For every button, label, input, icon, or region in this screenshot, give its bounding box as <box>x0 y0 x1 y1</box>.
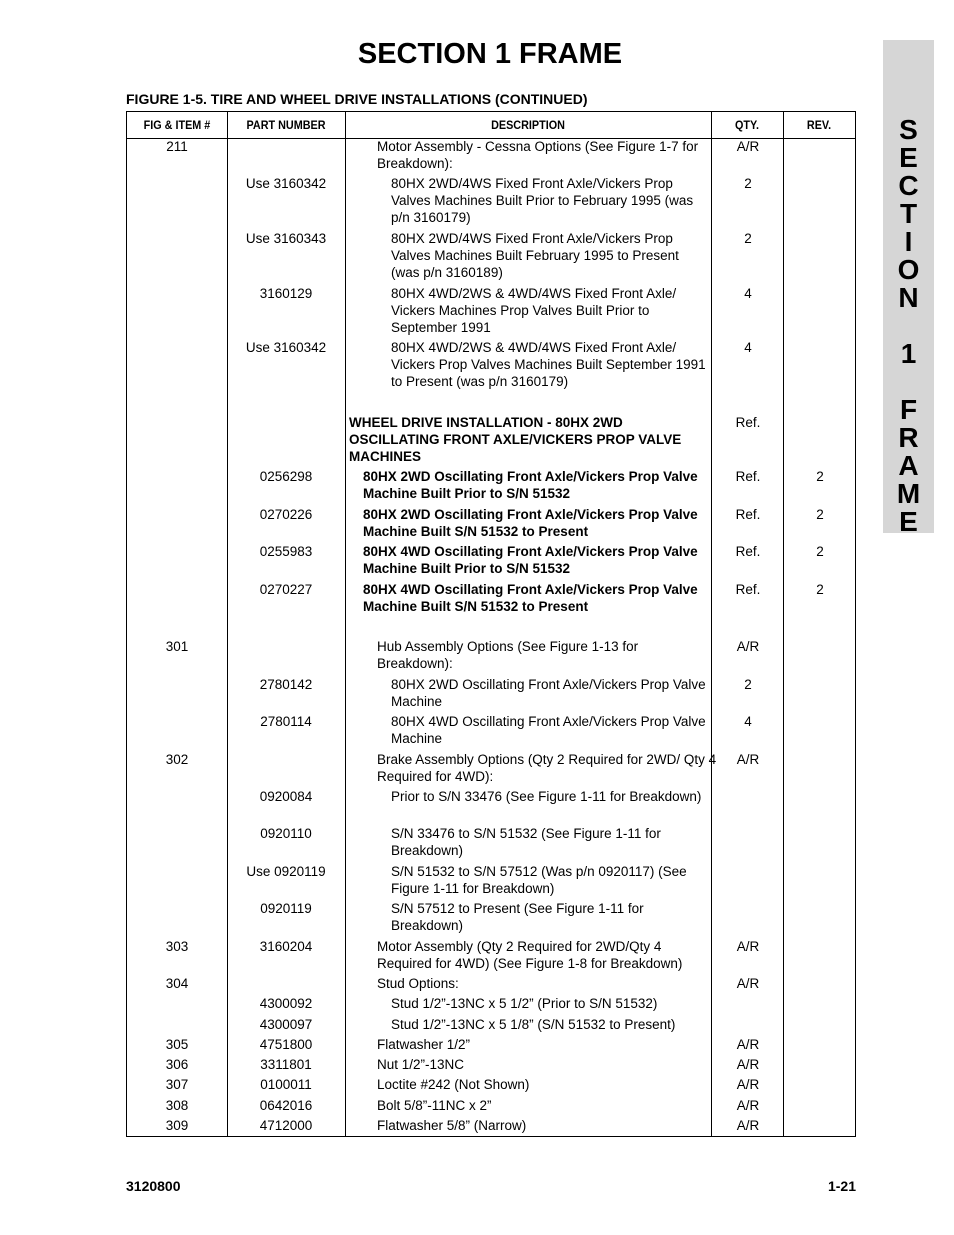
part-number-cell: 2780114 <box>260 714 312 729</box>
side-tab-letter: M <box>896 478 921 509</box>
side-tab-letter: N <box>898 282 919 313</box>
part-number-cell: 0255983 <box>259 544 313 559</box>
fig-item-cell: 309 <box>165 1118 189 1133</box>
description-cell: WHEEL DRIVE INSTALLATION - 80HX 2WD OSCILLATING FRONT AXLE/VICKERS PROP VALVE MACHINES <box>349 415 682 464</box>
description-cell: Nut 1/2”-13NC <box>377 1057 465 1072</box>
part-number-cell: Use 3160343 <box>245 231 327 246</box>
part-number-cell: 0270226 <box>259 507 313 522</box>
side-tab-letter: C <box>898 170 919 201</box>
side-tab-letter: F <box>899 394 918 425</box>
part-number-cell: 0642016 <box>259 1098 313 1113</box>
part-number-cell: Use 3160342 <box>245 176 327 191</box>
part-number-cell: 3160129 <box>259 286 313 301</box>
part-number-cell: 0920110 <box>260 826 312 841</box>
part-number-cell: 0920084 <box>259 789 313 804</box>
side-tab-letter: E <box>899 142 918 173</box>
qty-cell: A/R <box>736 1118 760 1133</box>
parts-table <box>126 111 856 1137</box>
part-number-cell: 2780142 <box>259 677 313 692</box>
part-number-cell: 4751800 <box>259 1037 313 1052</box>
rev-cell: 2 <box>816 507 824 522</box>
rev-cell: 2 <box>816 544 824 559</box>
part-number-cell: 0256298 <box>259 469 313 484</box>
section-side-tab <box>883 40 934 537</box>
qty-cell: 2 <box>744 677 752 692</box>
qty-cell: Ref. <box>735 415 761 430</box>
qty-cell: Ref. <box>735 582 761 597</box>
column-header-fig-item: FIG & ITEM # <box>143 118 211 132</box>
description-cell: Prior to S/N 33476 (See Figure 1-11 for Breakdown) <box>391 789 702 804</box>
description-cell: 80HX 2WD Oscillating Front Axle/Vickers Prop Valve Machine <box>391 677 706 709</box>
document-number: 3120800 <box>126 1178 181 1194</box>
column-header-rev: REV. <box>806 118 832 132</box>
qty-cell: 4 <box>744 340 752 355</box>
side-tab-letter: T <box>899 198 918 229</box>
description-cell: Stud 1/2”-13NC x 5 1/2” (Prior to S/N 51532) <box>391 996 658 1011</box>
description-cell: S/N 51532 to S/N 57512 (Was p/n 0920117) (See Figure 1-11 for Breakdown) <box>391 864 687 896</box>
side-tab-letter: A <box>898 450 919 481</box>
fig-item-cell: 303 <box>165 939 189 954</box>
fig-item-cell: 302 <box>165 752 189 767</box>
qty-cell: Ref. <box>735 507 761 522</box>
qty-cell: A/R <box>736 1098 760 1113</box>
description-cell: 80HX 4WD/2WS & 4WD/4WS Fixed Front Axle/ Vickers Prop Valves Machines Built September 1991 to Present (was p/n 3160179) <box>391 340 706 389</box>
description-cell: 80HX 2WD/4WS Fixed Front Axle/Vickers Prop Valves Machines Built Prior to February 1995 (was p/n 3160179) <box>391 176 694 225</box>
qty-cell: 4 <box>744 286 752 301</box>
qty-cell: A/R <box>736 939 760 954</box>
page-number: 1-21 <box>827 1178 856 1194</box>
qty-cell: A/R <box>736 639 760 654</box>
qty-cell: Ref. <box>735 544 761 559</box>
fig-item-cell: 306 <box>165 1057 189 1072</box>
description-cell: Stud 1/2”-13NC x 5 1/8” (S/N 51532 to Present) <box>391 1017 676 1032</box>
fig-item-cell: 308 <box>165 1098 189 1113</box>
part-number-cell: 0270227 <box>259 582 313 597</box>
description-cell: Flatwasher 5/8” (Narrow) <box>377 1118 527 1133</box>
part-number-cell: 3311801 <box>260 1057 312 1072</box>
qty-cell: Ref. <box>735 469 761 484</box>
description-cell: Stud Options: <box>377 976 459 991</box>
fig-item-cell: 307 <box>165 1077 189 1092</box>
column-header-description: DESCRIPTION <box>491 118 565 132</box>
part-number-cell: Use 0920119 <box>246 864 326 879</box>
part-number-cell: 4300092 <box>259 996 313 1011</box>
qty-cell: A/R <box>736 139 760 154</box>
description-cell: Loctite #242 (Not Shown) <box>377 1077 530 1092</box>
part-number-cell: 4712000 <box>259 1118 313 1133</box>
qty-cell: A/R <box>736 752 760 767</box>
column-header-part-number: PART NUMBER <box>246 118 326 132</box>
fig-item-cell: 305 <box>165 1037 189 1052</box>
description-cell: 80HX 2WD Oscillating Front Axle/Vickers Prop Valve Machine Built S/N 51532 to Present <box>363 507 698 539</box>
qty-cell: 4 <box>744 714 752 729</box>
description-cell: 80HX 4WD Oscillating Front Axle/Vickers Prop Valve Machine <box>391 714 706 746</box>
description-cell: Flatwasher 1/2” <box>377 1037 471 1052</box>
description-cell: S/N 33476 to S/N 51532 (See Figure 1-11 for Breakdown) <box>391 826 661 858</box>
qty-cell: A/R <box>736 1037 760 1052</box>
description-cell: Motor Assembly (Qty 2 Required for 2WD/Qty 4 Required for 4WD) (See Figure 1-8 for Breakdown) <box>377 939 683 971</box>
fig-item-cell: 211 <box>166 139 188 154</box>
fig-item-cell: 301 <box>165 639 189 654</box>
description-cell: 80HX 2WD Oscillating Front Axle/Vickers Prop Valve Machine Built Prior to S/N 51532 <box>363 469 698 501</box>
description-cell: Brake Assembly Options (Qty 2 Required for 2WD/ Qty 4 Required for 4WD): <box>377 752 717 784</box>
description-cell: Bolt 5/8”-11NC x 2” <box>377 1098 492 1113</box>
qty-cell: A/R <box>736 976 760 991</box>
side-tab-letter: R <box>898 422 919 453</box>
description-cell: S/N 57512 to Present (See Figure 1-11 for Breakdown) <box>391 901 644 933</box>
description-cell: 80HX 4WD Oscillating Front Axle/Vickers Prop Valve Machine Built Prior to S/N 51532 <box>363 544 698 576</box>
side-tab-letter: 1 <box>900 338 917 369</box>
description-cell: Motor Assembly - Cessna Options (See Figure 1-7 for Breakdown): <box>377 139 699 171</box>
side-tab-letter: O <box>897 254 920 285</box>
section-title: SECTION 1 FRAME <box>357 38 623 70</box>
column-header-qty: QTY. <box>734 118 759 132</box>
qty-cell: 2 <box>744 231 752 246</box>
part-number-cell: 0100011 <box>260 1077 312 1092</box>
description-cell: 80HX 4WD Oscillating Front Axle/Vickers Prop Valve Machine Built S/N 51532 to Present <box>363 582 698 614</box>
part-number-cell: 0920119 <box>260 901 312 916</box>
rev-cell: 2 <box>816 582 824 597</box>
description-cell: 80HX 4WD/2WS & 4WD/4WS Fixed Front Axle/ Vickers Machines Prop Valves Built Prior to September 1991 <box>391 286 677 335</box>
part-number-cell: 4300097 <box>259 1017 313 1032</box>
description-cell: 80HX 2WD/4WS Fixed Front Axle/Vickers Prop Valves Machines Built February 1995 to Present (was p/n 3160189) <box>391 231 679 280</box>
rev-cell: 2 <box>816 469 824 484</box>
side-tab-letter: I <box>904 226 913 257</box>
side-tab-letter: S <box>899 114 918 145</box>
qty-cell: 2 <box>744 176 752 191</box>
fig-item-cell: 304 <box>165 976 189 991</box>
qty-cell: A/R <box>736 1057 760 1072</box>
description-cell: Hub Assembly Options (See Figure 1-13 for Breakdown): <box>377 639 639 671</box>
part-number-cell: 3160204 <box>259 939 313 954</box>
qty-cell: A/R <box>736 1077 760 1092</box>
figure-title: FIGURE 1-5. TIRE AND WHEEL DRIVE INSTALLATIONS (CONTINUED) <box>126 91 588 107</box>
part-number-cell: Use 3160342 <box>245 340 327 355</box>
side-tab-letter: E <box>899 506 918 537</box>
